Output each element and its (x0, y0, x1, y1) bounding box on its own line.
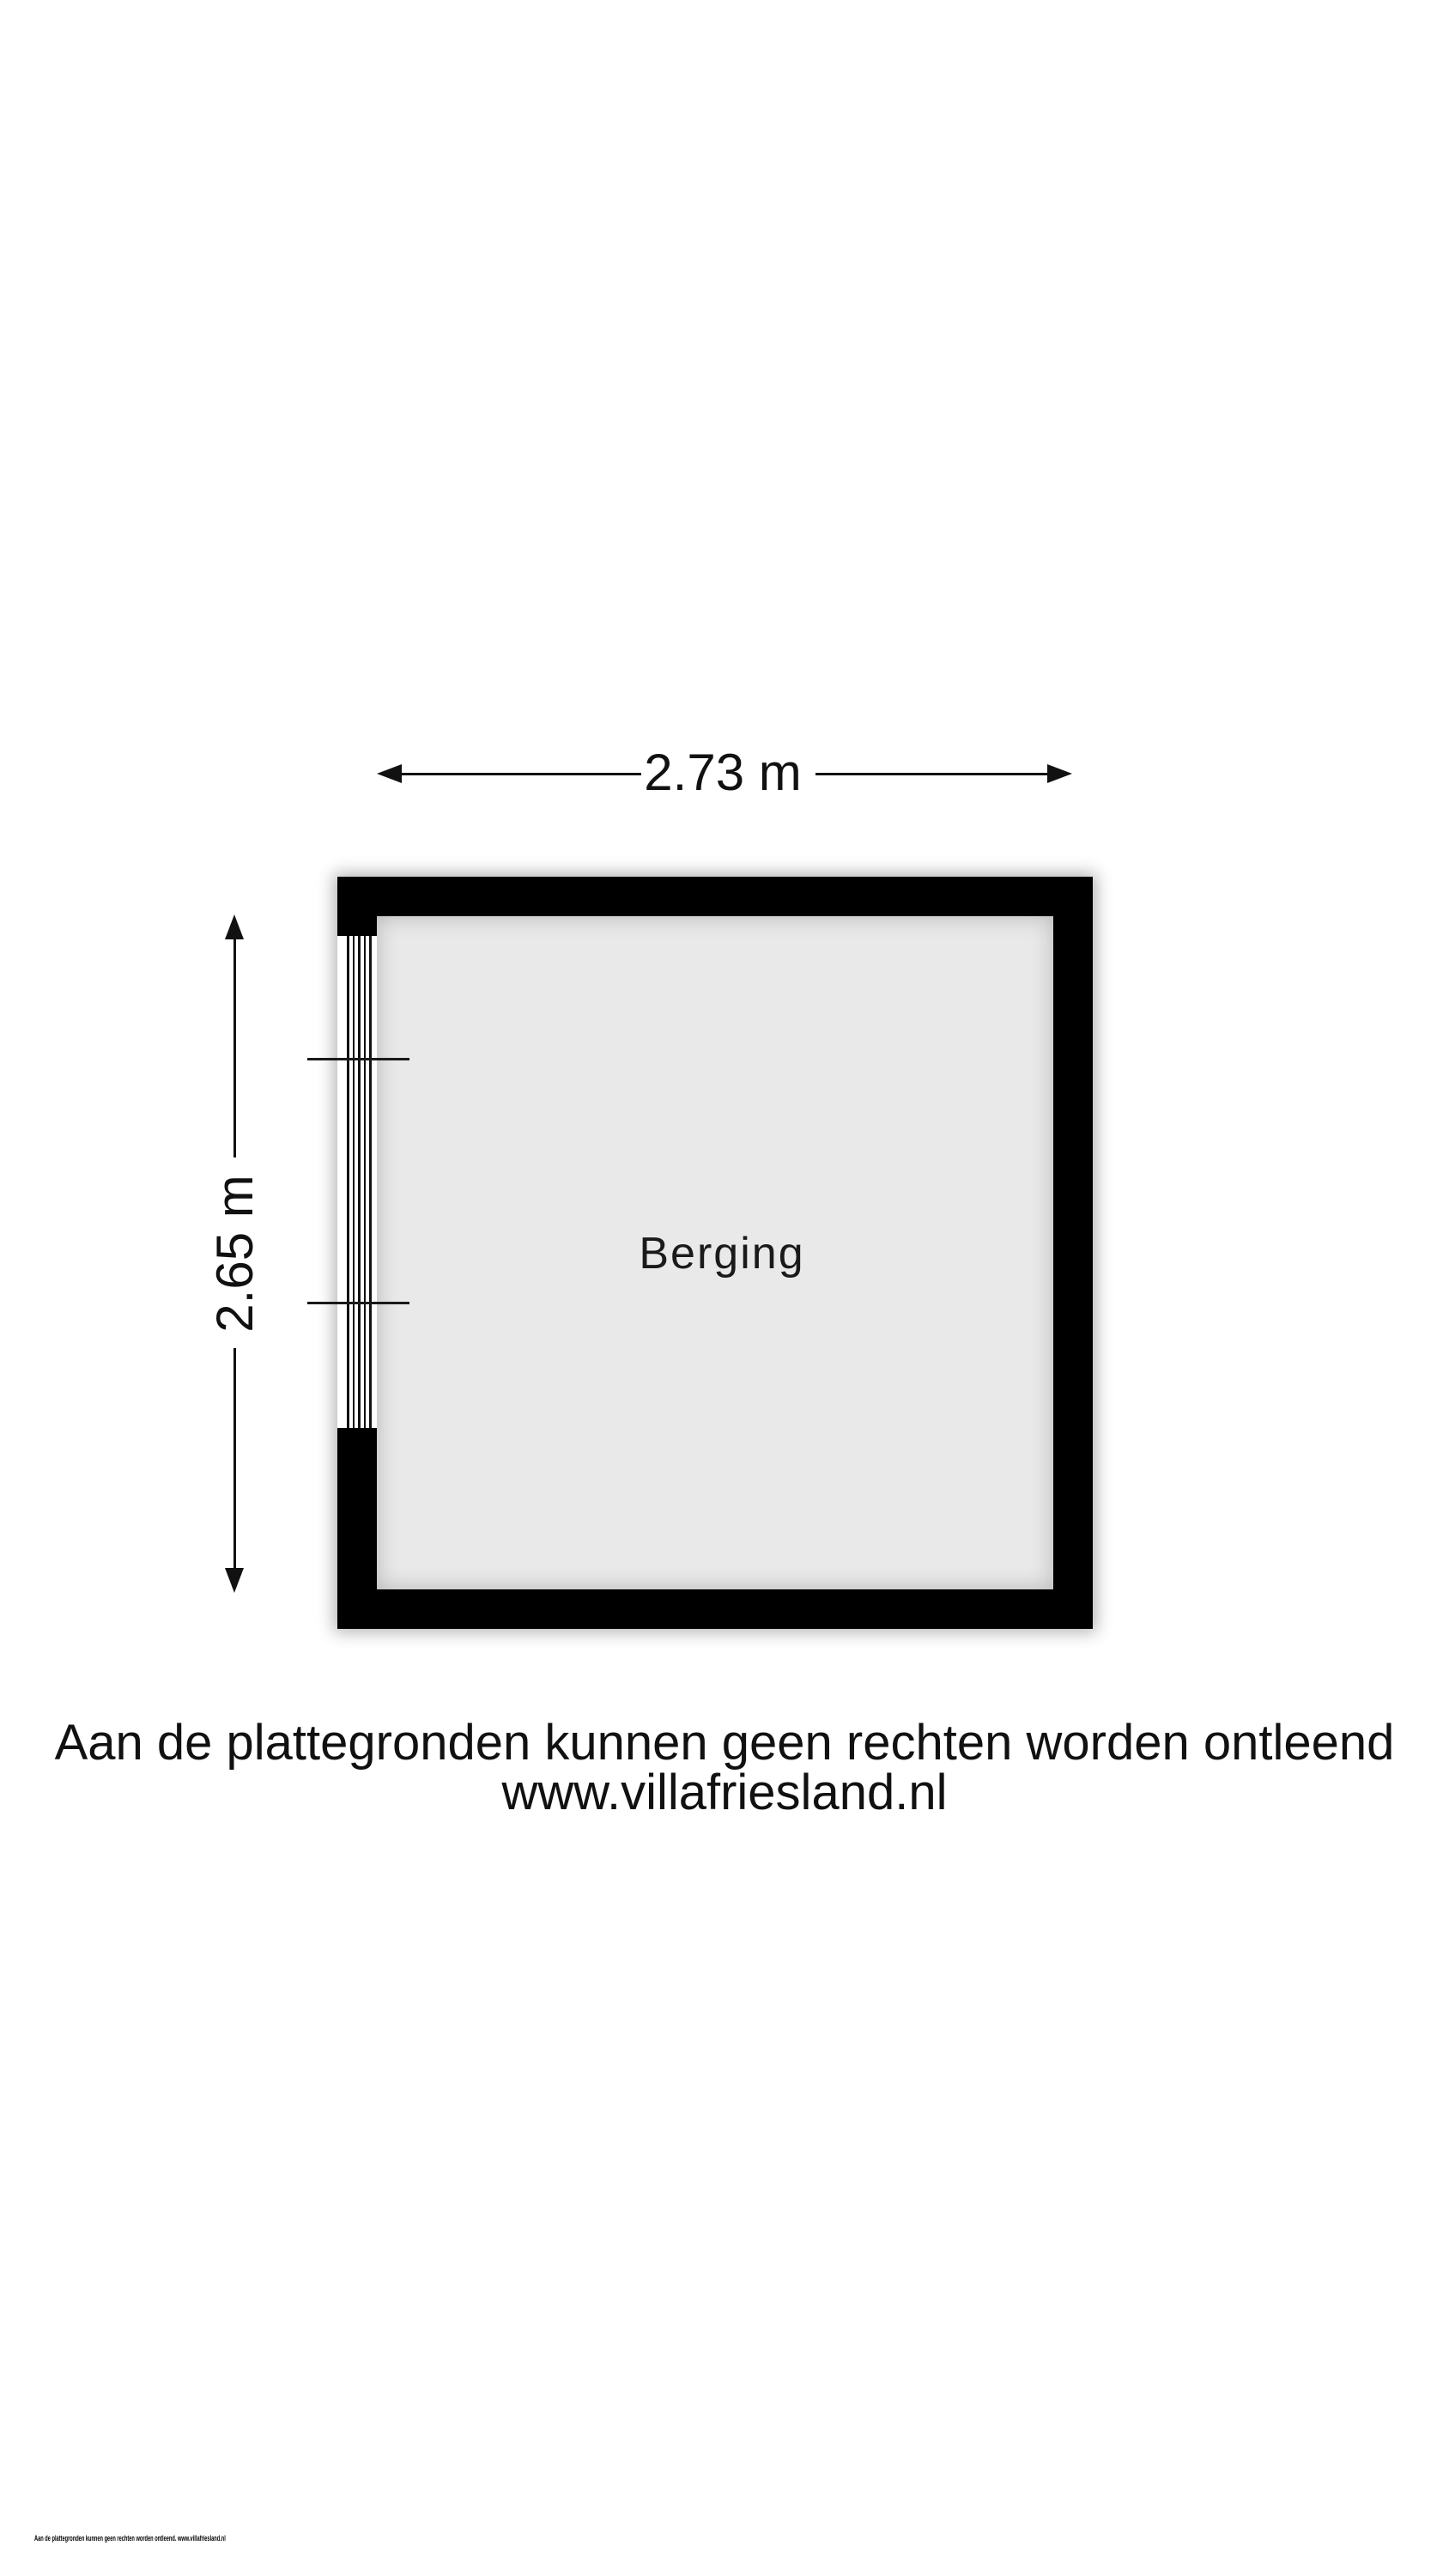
footer (0, 1715, 1449, 1820)
width-dimension-line-right (815, 773, 1049, 775)
height-dimension-label: 2.65 m (206, 1175, 264, 1333)
footer-disclaimer: Aan de plattegronden kunnen geen rechten worden ontleend (54, 1715, 1395, 1771)
footer-website: www.villafriesland.nl (501, 1765, 948, 1820)
window-glazing-line (358, 936, 361, 1428)
room-label: Berging (639, 1229, 805, 1279)
height-dimension-line-bottom (233, 1348, 236, 1570)
window (337, 936, 377, 1428)
arrowhead-right-icon (1047, 764, 1072, 783)
arrowhead-up-icon (225, 914, 244, 939)
window-tick (307, 1302, 409, 1304)
window-glazing-line (369, 936, 372, 1428)
window-glazing-line (353, 936, 355, 1428)
fineprint: Aan de plattegronden kunnen geen rechten worden ontleend. www.villafriesland.nl (34, 2534, 226, 2543)
width-dimension-label: 2.73 m (644, 744, 802, 801)
window-glazing-line (347, 936, 349, 1428)
arrowhead-down-icon (225, 1568, 244, 1593)
window-glazing-line (364, 936, 367, 1428)
window-tick (307, 1058, 409, 1060)
